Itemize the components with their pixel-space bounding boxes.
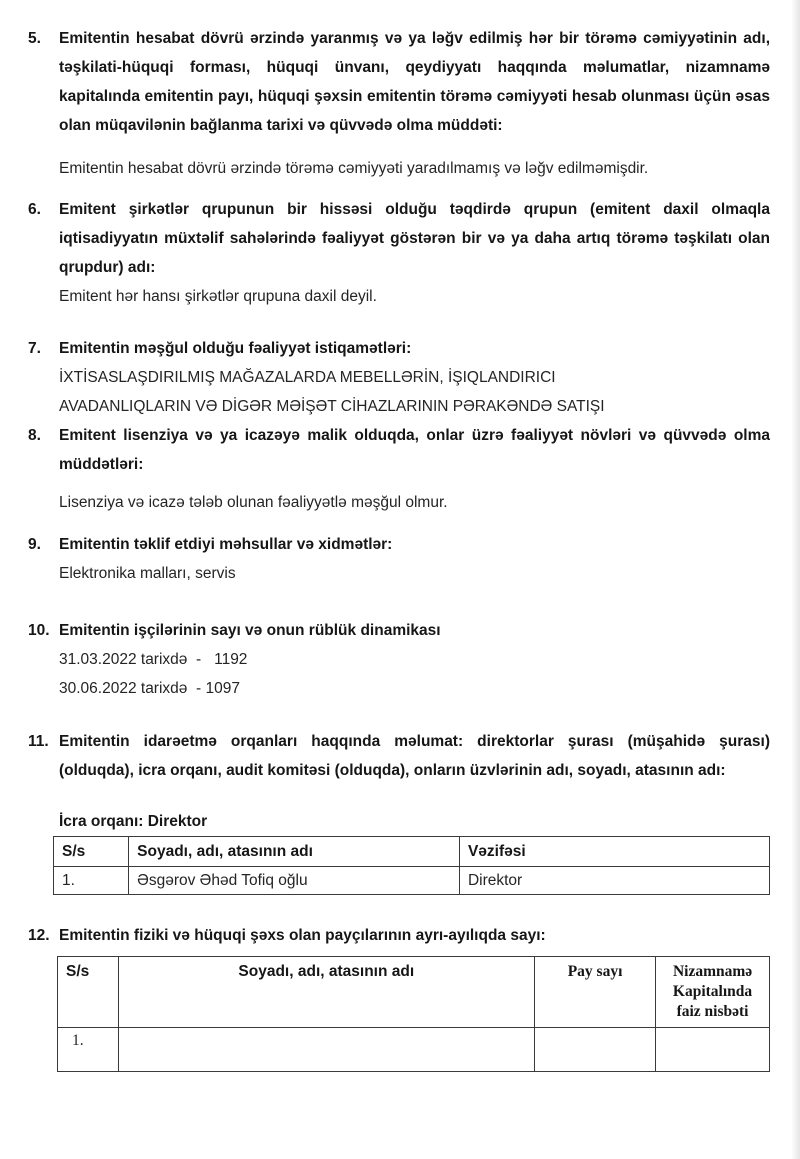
shareholders-header-fullname: Soyadı, adı, atasının adı: [118, 957, 535, 1028]
executive-cell-fullname: Əsgərov Əhəd Tofiq oğlu: [129, 867, 460, 895]
section-9: [28, 530, 770, 588]
section-6: [28, 195, 770, 311]
section-8-answer: Lisenziya və icazə tələb olunan fəaliyyətlə məşğul olmur.: [59, 494, 448, 511]
section-7-heading: Emitentin məşğul olduğu fəaliyyət istiqamətləri:: [59, 340, 412, 357]
section-7: [28, 334, 770, 421]
executive-table-header-row: [54, 837, 770, 867]
shareholders-table: [57, 956, 770, 1072]
shareholders-table-row: [58, 1028, 770, 1072]
employee-count-q1: 31.03.2022 tarixdə - 1192: [59, 651, 248, 668]
shareholders-header-ss: S/s: [58, 957, 119, 1028]
executive-cell-index: 1.: [54, 867, 129, 895]
section-12: [28, 921, 770, 1072]
section-11-heading: Emitentin idarəetmə orqanları haqqında məlumat: direktorlar şurası (müşahidə şurası) (olduqda), icra orqanı, audit komitəsi (olduqda), onların üzvlərinin adı, soyadı, atasının adı:: [59, 733, 770, 779]
section-8: [28, 421, 770, 517]
section-8-number: 8.: [28, 427, 41, 444]
section-9-content: [59, 530, 770, 588]
section-5: [28, 24, 770, 183]
shareholders-header-capital-percent: Nizamnamə Kapitalında faiz nisbəti: [656, 957, 770, 1028]
section-11-number: 11.: [28, 733, 49, 750]
section-7-content: [59, 334, 770, 421]
section-12-content: [59, 921, 770, 1072]
shareholders-header-share-count: Pay sayı: [535, 957, 656, 1028]
executive-header-position: Vəzifəsi: [459, 837, 769, 867]
section-10-heading: Emitentin işçilərinin sayı və onun rüblük dinamikası: [59, 622, 441, 639]
executive-table: [53, 836, 770, 895]
section-7-number: 7.: [28, 340, 41, 357]
section-9-heading: Emitentin təklif etdiyi məhsullar və xidmətlər:: [59, 536, 393, 553]
section-10-number: 10.: [28, 622, 50, 639]
section-7-answer-line-1: İXTİSASLAŞDIRILMIŞ MAĞAZALARDA MEBELLƏRİN, İŞIQLANDIRICI: [59, 369, 556, 386]
section-5-answer: Emitentin hesabat dövrü ərzində törəmə cəmiyyəti yaradılmamış və ləğv edilməmişdir.: [59, 160, 649, 177]
section-6-answer: Emitent hər hansı şirkətlər qrupuna daxil deyil.: [59, 288, 377, 305]
shareholders-cell-index: 1.: [58, 1028, 119, 1072]
section-6-number: 6.: [28, 201, 41, 218]
section-11: [28, 727, 770, 895]
section-8-content: [59, 421, 770, 517]
section-10-content: [59, 616, 770, 703]
executive-table-row: [54, 867, 770, 895]
executive-cell-position: Direktor: [459, 867, 769, 895]
section-9-number: 9.: [28, 536, 41, 553]
section-5-heading: Emitentin hesabat dövrü ərzində yaranmış və ya ləğv edilmiş hər bir törəmə cəmiyyətinin adı, təşkilati-hüquqi forması, hüquqi ünvanı, qeydiyyatı haqqında məlumatlar, nizamnamə kapitalında emitentin payı, hüquqi şəxsin emitentin törəmə cəmiyyəti hesab olunması üçün əsas olan müqavilənin bağlanma tarixi və qüvvədə olma müddəti:: [59, 30, 770, 134]
section-12-number: 12.: [28, 927, 50, 944]
shareholders-cell-share-count: [535, 1028, 656, 1072]
section-7-answer-line-2: AVADANLIQLARIN VƏ DİGƏR MƏİŞƏT CİHAZLARININ PƏRAKƏNDƏ SATIŞI: [59, 398, 605, 415]
section-6-heading: Emitent şirkətlər qrupunun bir hissəsi olduğu təqdirdə qrupun (emitent daxil olmaqla iqtisadiyyatın müxtəlif sahələrində fəaliyyət göstərən bir və ya daha artıq törəmə təşkilatı olan qrupdur) adı:: [59, 201, 770, 276]
executive-body-label: İcra orqanı: Direktor: [59, 813, 208, 830]
shareholders-cell-fullname: [118, 1028, 535, 1072]
section-12-heading: Emitentin fiziki və hüquqi şəxs olan payçılarının ayrı-ayılıqda sayı:: [59, 927, 546, 944]
executive-header-fullname: Soyadı, adı, atasının adı: [129, 837, 460, 867]
section-6-content: [59, 195, 770, 311]
shareholders-cell-capital-percent: [656, 1028, 770, 1072]
section-5-number: 5.: [28, 30, 41, 47]
shareholders-table-header-row: [58, 957, 770, 1028]
executive-header-ss: S/s: [54, 837, 129, 867]
section-11-content: [59, 727, 770, 895]
section-5-content: [59, 24, 770, 183]
employee-count-q2: 30.06.2022 tarixdə - 1097: [59, 680, 240, 697]
section-8-heading: Emitent lisenziya və ya icazəyə malik olduqda, onlar üzrə fəaliyyət növləri və qüvvədə olma müddətləri:: [59, 427, 770, 473]
section-10: [28, 616, 770, 703]
section-9-answer: Elektronika malları, servis: [59, 565, 236, 582]
